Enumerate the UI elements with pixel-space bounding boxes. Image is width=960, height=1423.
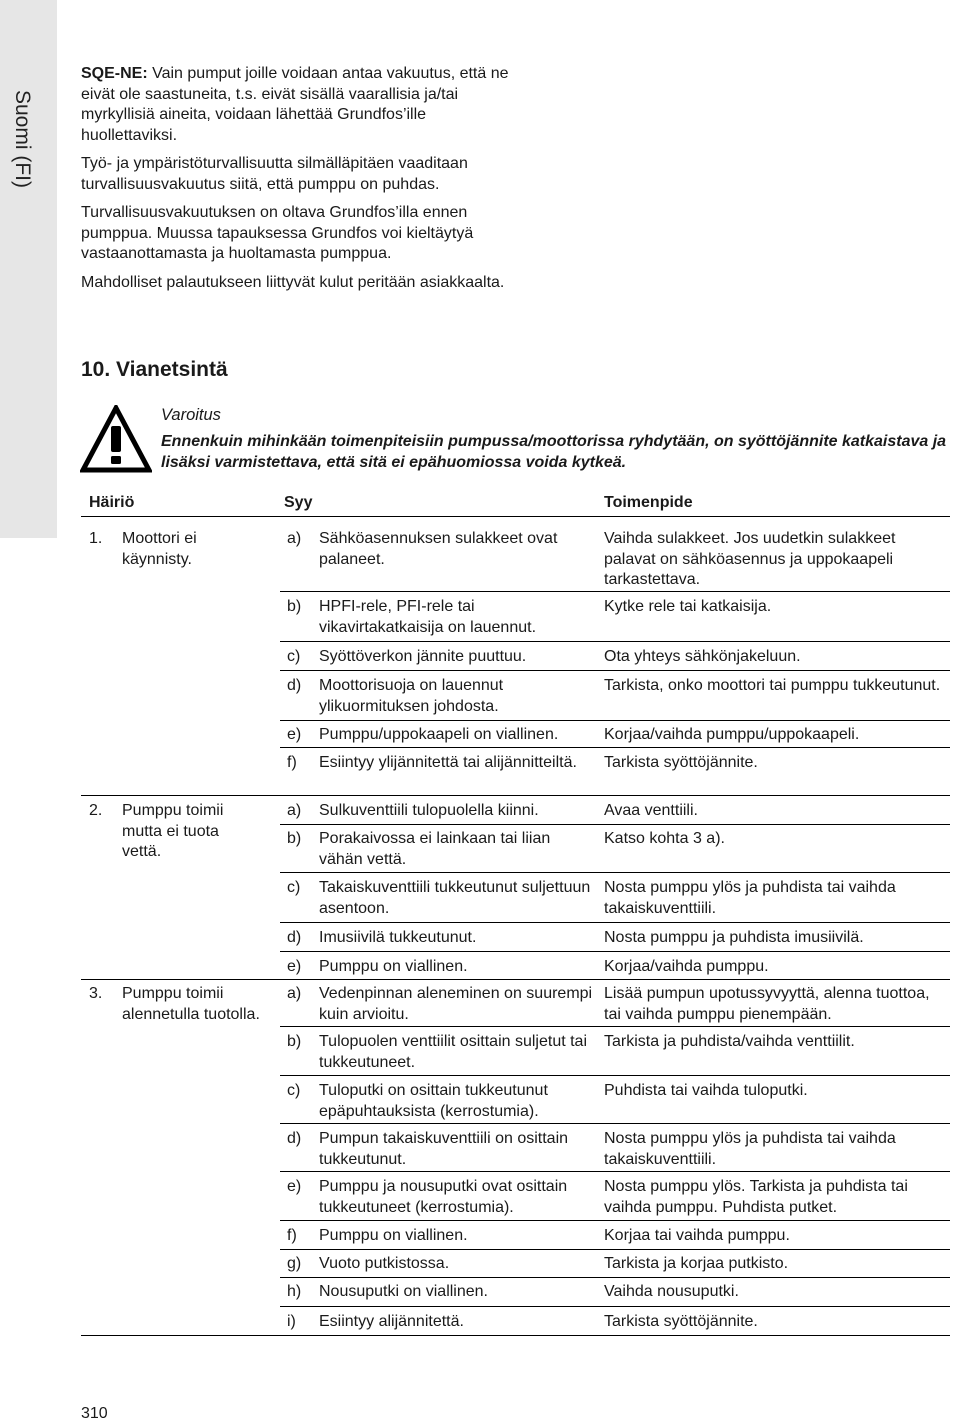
cause-text: Pumppu on viallinen. (319, 1227, 468, 1244)
group-divider (81, 795, 950, 796)
fault-number: 2. (89, 802, 103, 819)
language-side-tab (0, 0, 57, 538)
fault-description: Pumppu toimii alennetulla tuotolla. (122, 985, 260, 1023)
row-divider (280, 1306, 950, 1307)
intro-text (81, 64, 511, 301)
header-cause: Syy (284, 494, 313, 511)
cause-letter: a) (287, 530, 302, 547)
row-divider (280, 922, 950, 923)
remedy-text: Nosta pumppu ja puhdista imusiivilä. (604, 929, 864, 946)
page-number: 310 (81, 1405, 108, 1422)
remedy-text: Korjaa tai vaihda pumppu. (604, 1227, 790, 1244)
cause-text: Vedenpinnan aleneminen on suurempi kuin arvioitu. (319, 985, 593, 1023)
cause-text: Esiintyy alijännitettä. (319, 1313, 464, 1330)
cause-text: Moottorisuoja on lauennut ylikuormituksen johdosta. (319, 677, 504, 715)
cause-letter: a) (287, 985, 302, 1002)
warning-block (161, 405, 951, 473)
remedy-text: Kytke rele tai katkaisija. (604, 598, 772, 615)
cause-text: Takaiskuventtiili tukkeutunut suljettuun asentoon. (319, 879, 591, 917)
cause-letter: f) (287, 754, 297, 771)
cause-text: Vuoto putkistossa. (319, 1255, 450, 1272)
row-divider (280, 824, 950, 825)
group-divider (81, 979, 950, 980)
cause-text: Pumpun takaiskuventtiili on osittain tukkeutunut. (319, 1130, 569, 1168)
cause-letter: a) (287, 802, 302, 819)
row-divider (280, 951, 950, 952)
remedy-text: Tarkista ja puhdista/vaihda venttiilit. (604, 1033, 855, 1050)
cause-text: HPFI-rele, PFI-rele tai vikavirtakatkaisija on lauennut. (319, 598, 537, 636)
row-divider (280, 1075, 950, 1076)
remedy-text: Ota yhteys sähkönjakeluun. (604, 648, 801, 665)
cause-text: Syöttöverkon jännite puuttuu. (319, 648, 527, 665)
row-divider (280, 591, 950, 592)
remedy-text: Korjaa/vaihda pumppu. (604, 958, 769, 975)
cause-text: Sähköasennuksen sulakkeet ovat palaneet. (319, 530, 558, 568)
intro-paragraph-2: Työ- ja ympäristöturvallisuutta silmälläpitäen vaaditaan turvallisuusvakuutus siitä, että pumppu on puhdas. (81, 155, 468, 193)
cause-letter: f) (287, 1227, 297, 1244)
remedy-text: Tarkista, onko moottori tai pumppu tukkeutunut. (604, 677, 941, 694)
remedy-text: Nosta pumppu ylös. Tarkista ja puhdista tai vaihda pumppu. Puhdista putket. (604, 1178, 908, 1216)
remedy-text: Nosta pumppu ylös ja puhdista tai vaihda takaiskuventtiili. (604, 879, 896, 917)
row-divider (280, 1277, 950, 1278)
remedy-text: Tarkista syöttöjännite. (604, 1313, 758, 1330)
cause-letter: e) (287, 958, 302, 975)
language-label: Suomi (FI) (11, 90, 34, 189)
header-remedy: Toimenpide (604, 494, 693, 511)
remedy-text: Vaihda sulakkeet. Jos uudetkin sulakkeet palavat on sähköasennus ja uppokaapeli tarkastettava. (604, 530, 896, 588)
remedy-text: Vaihda nousuputki. (604, 1283, 739, 1300)
row-divider (280, 1220, 950, 1221)
cause-letter: c) (287, 648, 301, 665)
warning-triangle-icon (80, 405, 152, 473)
cause-letter: i) (287, 1313, 296, 1330)
cause-letter: b) (287, 1033, 302, 1050)
section-heading: 10. Vianetsintä (81, 358, 228, 381)
cause-text: Nousuputki on viallinen. (319, 1283, 488, 1300)
cause-text: Tuloputki on osittain tukkeutunut epäpuhtauksista (kerrostumia). (319, 1082, 548, 1120)
cause-text: Pumppu/uppokaapeli on viallinen. (319, 726, 559, 743)
cause-letter: c) (287, 879, 301, 896)
row-divider (280, 670, 950, 671)
row-divider (280, 872, 950, 873)
row-divider (280, 1249, 950, 1250)
cause-text: Tulopuolen venttiilit osittain suljetut tai tukkeutuneet. (319, 1033, 587, 1071)
intro-paragraph-4: Mahdolliset palautukseen liittyvät kulut peritään asiakkaalta. (81, 273, 505, 291)
sqe-ne-label: SQE-NE: (81, 65, 148, 82)
row-divider (280, 1171, 950, 1172)
fault-description: Moottori ei käynnisty. (122, 530, 197, 568)
cause-letter: b) (287, 598, 302, 615)
warning-title: Varoitus (161, 406, 221, 424)
fault-number: 1. (89, 530, 103, 547)
cause-letter: e) (287, 726, 302, 743)
remedy-text: Nosta pumppu ylös ja puhdista tai vaihda takaiskuventtiili. (604, 1130, 896, 1168)
intro-paragraph-1 (81, 64, 511, 146)
cause-text: Esiintyy ylijännitettä tai alijännitteiltä. (319, 754, 577, 771)
cause-text: Pumppu on viallinen. (319, 958, 468, 975)
remedy-text: Katso kohta 3 a). (604, 830, 725, 847)
intro-paragraph-1-text: Vain pumput joille voidaan antaa vakuutus, että ne eivät ole saastuneita, t.s. eivät sisällä vaarallisia ja/tai myrkyllisiä aineita, voidaan lähettää Grundfos’ille huollettaviksi. (81, 65, 509, 144)
cause-letter: d) (287, 677, 302, 694)
cause-letter: c) (287, 1082, 301, 1099)
cause-text: Porakaivossa ei lainkaan tai liian vähän vettä. (319, 830, 551, 868)
cause-letter: b) (287, 830, 302, 847)
warning-text: Ennenkuin mihinkään toimenpiteisiin pumpussa/moottorissa ryhdytään, on syöttöjännite katkaistava ja lisäksi varmistettava, että sitä ei epähuomiossa voida kytkeä. (161, 433, 947, 471)
row-divider (280, 1026, 950, 1027)
header-fault: Häiriö (89, 494, 135, 511)
row-divider (280, 1123, 950, 1124)
row-divider (280, 720, 950, 721)
cause-text: Sulkuventtiili tulopuolella kiinni. (319, 802, 539, 819)
cause-text: Imusiivilä tukkeutunut. (319, 929, 477, 946)
row-divider (280, 641, 950, 642)
remedy-text: Korjaa/vaihda pumppu/uppokaapeli. (604, 726, 860, 743)
table-header (81, 494, 950, 517)
cause-letter: g) (287, 1255, 302, 1272)
intro-paragraph-3: Turvallisuusvakuutuksen on oltava Grundfos’illa ennen pumppua. Muussa tapauksessa Grundfos voi kieltäytyä vastaanottamasta ja huoltamasta pumppua. (81, 204, 474, 262)
cause-text: Pumppu ja nousuputki ovat osittain tukkeutuneet (kerrostumia). (319, 1178, 568, 1216)
cause-letter: d) (287, 1130, 302, 1147)
remedy-text: Tarkista syöttöjännite. (604, 754, 758, 771)
remedy-text: Puhdista tai vaihda tuloputki. (604, 1082, 808, 1099)
cause-letter: h) (287, 1283, 302, 1300)
remedy-text: Tarkista ja korjaa putkisto. (604, 1255, 789, 1272)
cause-letter: d) (287, 929, 302, 946)
fault-description: Pumppu toimii mutta ei tuota vettä. (122, 802, 224, 860)
cause-letter: e) (287, 1178, 302, 1195)
fault-number: 3. (89, 985, 103, 1002)
row-divider (280, 747, 950, 748)
remedy-text: Lisää pumpun upotussyvyyttä, alenna tuottoa, tai vaihda pumppu pienempään. (604, 985, 930, 1023)
table-bottom-border (81, 1335, 950, 1336)
remedy-text: Avaa venttiili. (604, 802, 698, 819)
